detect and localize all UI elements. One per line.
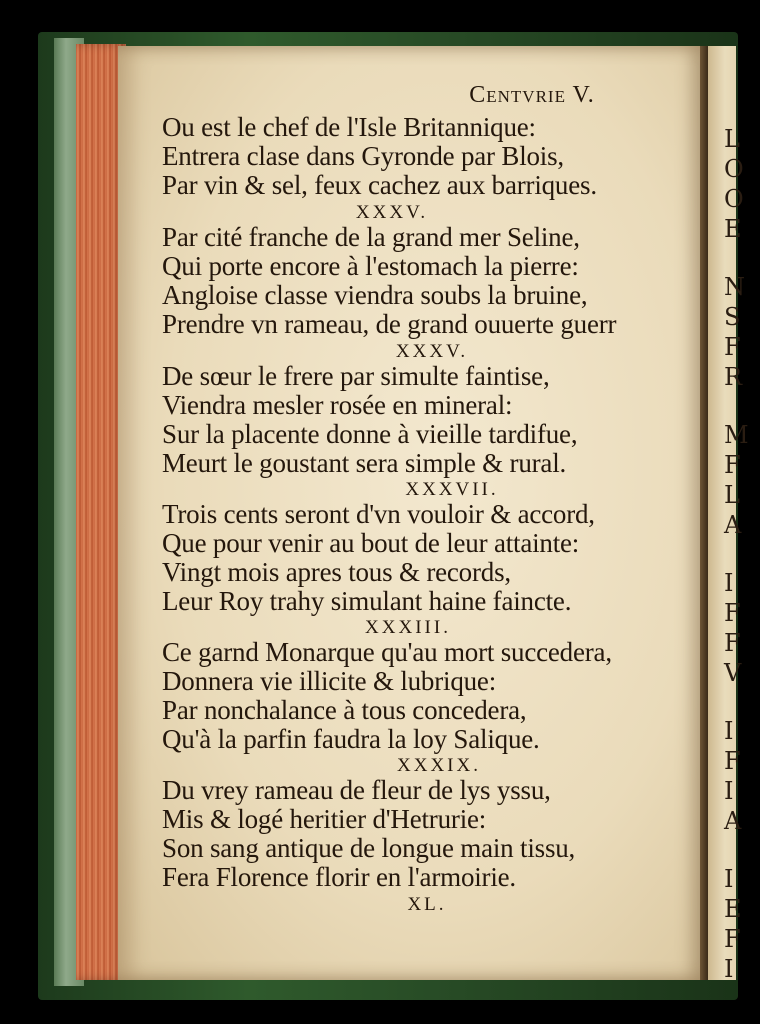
quatrain-number: XXXIII.: [365, 617, 451, 638]
facing-letter: F: [724, 925, 741, 953]
verse-line: Par cité franche de la grand mer Seline,: [162, 222, 580, 252]
facing-letter: R: [724, 363, 743, 391]
facing-letter: F: [724, 333, 741, 361]
book-gutter: [700, 46, 708, 980]
verse-line: Vingt mois apres tous & records,: [162, 557, 511, 587]
verse-line: Fera Florence florir en l'armoirie.: [162, 862, 516, 892]
verse-line: Entrera clase dans Gyronde par Blois,: [162, 141, 564, 171]
facing-page-letters: [724, 124, 749, 984]
facing-letter: V: [724, 659, 742, 687]
verse-line: Du vrey rameau de fleur de lys yssu,: [162, 775, 551, 805]
facing-letter: S: [724, 303, 741, 331]
quatrain-number: XXXVII.: [405, 479, 499, 500]
facing-letter: I: [724, 569, 734, 597]
facing-letter: F: [724, 599, 741, 627]
facing-letter: L: [724, 481, 740, 509]
facing-letter: E: [724, 215, 742, 243]
verse-line: Par vin & sel, feux cachez aux barriques.: [162, 170, 597, 200]
verse-line: Mis & logé heritier d'Hetrurie:: [162, 804, 487, 834]
quatrain-number: XXXV.: [395, 341, 469, 362]
verse-line: Ce garnd Monarque qu'au mort succedera,: [162, 637, 612, 667]
verse-line: Qui porte encore à l'estomach la pierre:: [162, 251, 579, 281]
facing-letter: A: [724, 511, 742, 539]
facing-letter: I: [724, 717, 734, 745]
verse-line: Prendre vn rameau, de grand ouuerte guerr: [162, 309, 617, 339]
verse-line: Par nonchalance à tous concedera,: [162, 695, 527, 725]
facing-letter: I: [724, 777, 734, 805]
facing-letter: O: [724, 185, 744, 213]
quatrain-number: XL.: [407, 894, 447, 915]
verse-line: Ou est le chef de l'Isle Britannique:: [162, 112, 536, 142]
facing-letter: I: [724, 955, 734, 983]
facing-page-edge: [708, 46, 749, 983]
verse-line: Donnera vie illicite & lubrique:: [162, 666, 497, 696]
verse-line: Qu'à la parfin faudra la loy Salique.: [162, 724, 540, 754]
quatrain-number: XXXIX.: [397, 755, 481, 776]
facing-letter: L: [724, 125, 740, 153]
verse-line: Angloise classe viendra soubs la bruine,: [162, 280, 588, 310]
verse-line: Sur la placente donne à vieille tardifue,: [162, 419, 578, 449]
facing-letter: E: [724, 895, 742, 923]
facing-letter: F: [724, 451, 741, 479]
verse-line: Viendra mesler rosée en mineral:: [162, 390, 513, 420]
facing-letter: O: [724, 155, 744, 183]
quatrain-number: XXXV.: [355, 202, 429, 223]
facing-letter: N: [724, 273, 745, 301]
facing-letter: M: [724, 421, 749, 449]
verse-line: Son sang antique de longue main tissu,: [162, 833, 576, 863]
verse-line: Trois cents seront d'vn vouloir & accord,: [162, 499, 595, 529]
facing-letter: I: [724, 865, 734, 893]
facing-letter: F: [724, 747, 741, 775]
verse-line: Leur Roy trahy simulant haine faincte.: [162, 586, 572, 616]
verse-line: Que pour venir au bout de leur attainte:: [162, 528, 580, 558]
verse-line: De sœur le frere par simulte faintise,: [162, 361, 550, 391]
page-header: Centvrie V.: [469, 82, 595, 108]
facing-letter: A: [724, 807, 742, 835]
verse-line: Meurt le goustant sera simple & rural.: [162, 448, 567, 478]
facing-letter: F: [724, 629, 741, 657]
